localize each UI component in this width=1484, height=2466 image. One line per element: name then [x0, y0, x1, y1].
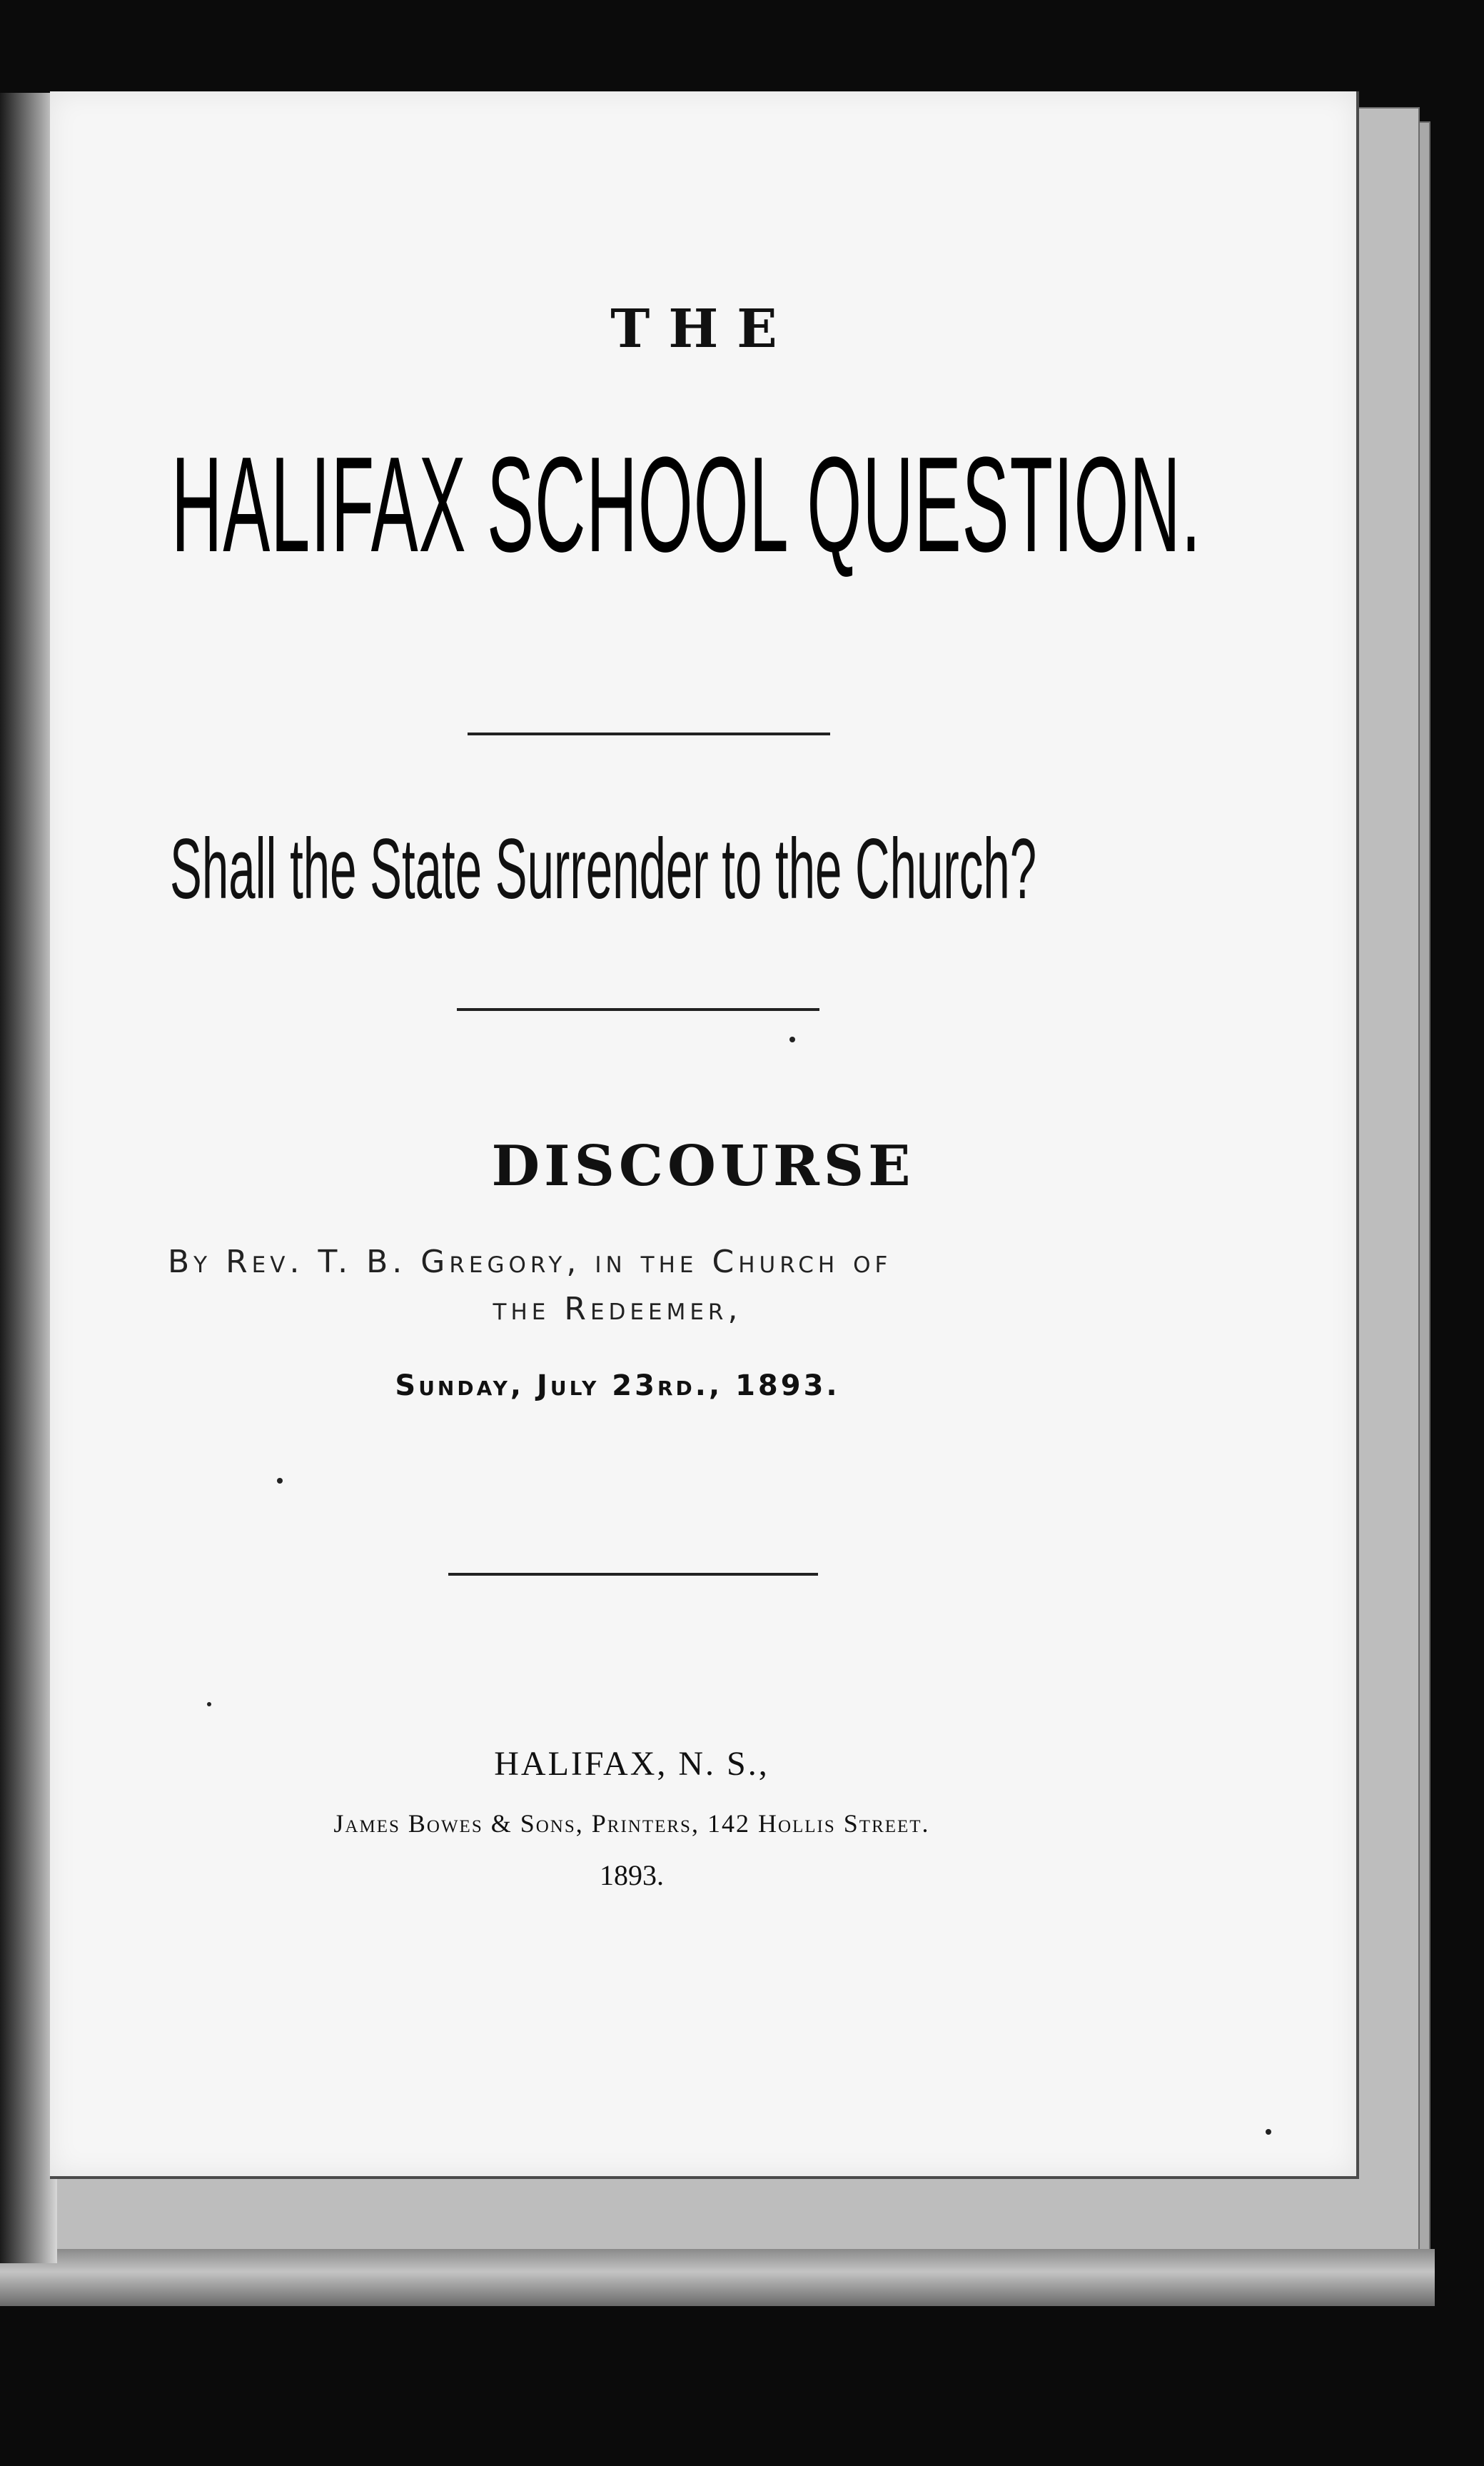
divider-rule — [468, 733, 830, 735]
subtitle: Shall the State Surrender to the Church? — [170, 821, 1037, 917]
ink-speck — [789, 1037, 795, 1042]
ink-speck — [277, 1478, 283, 1484]
ink-speck — [1266, 2129, 1271, 2135]
main-title-container — [171, 427, 1202, 591]
divider-rule — [448, 1573, 818, 1576]
main-title: HALIFAX SCHOOL QUESTION. — [171, 429, 1202, 580]
ink-speck — [207, 1702, 211, 1706]
publication-year: 1893. — [600, 1859, 664, 1891]
sermon-date: Sunday, July 23rd., 1893. — [395, 1369, 840, 1402]
divider-rule — [457, 1008, 819, 1011]
discourse-heading: DISCOURSE — [491, 1134, 915, 1199]
printer-imprint: James Bowes & Sons, Printers, 142 Hollis Street. — [333, 1809, 930, 1838]
subtitle-container — [170, 820, 1484, 920]
byline-line-2: the Redeemer, — [493, 1291, 742, 1327]
title-article: THE — [610, 298, 796, 360]
book-bottom-edge — [0, 2249, 1435, 2306]
book-spine — [0, 93, 57, 2263]
title-page — [50, 91, 1359, 2179]
byline-line-1: By Rev. T. B. Gregory, in the Church of — [168, 1244, 892, 1280]
publication-place: HALIFAX, N. S., — [494, 1745, 769, 1783]
